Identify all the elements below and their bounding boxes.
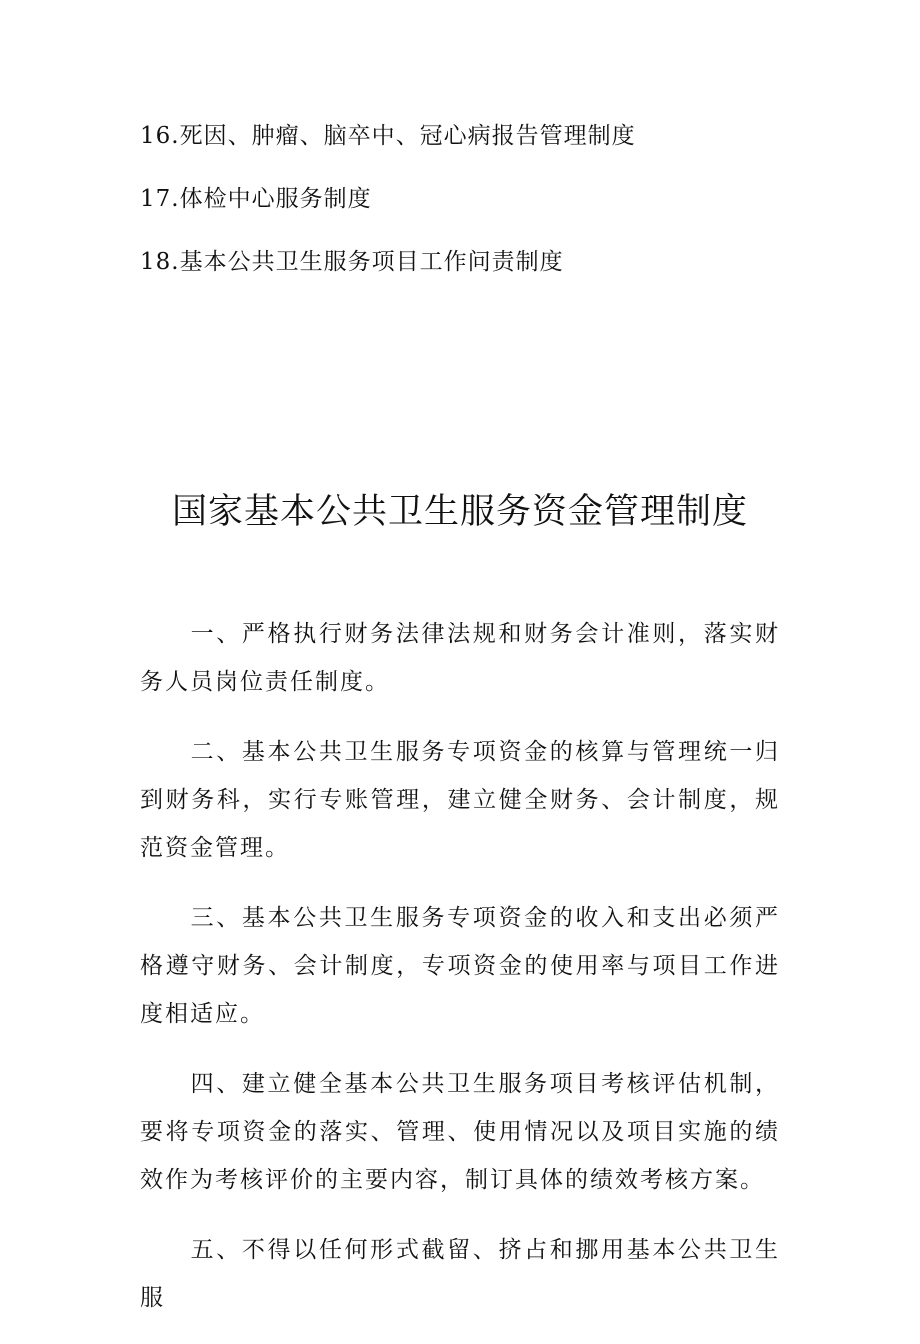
paragraph-3: 三、基本公共卫生服务专项资金的收入和支出必须严格遵守财务、会计制度，专项资金的使用率与项目工作进度相适应。: [140, 905, 780, 1027]
list-item: 17.体检中心服务制度: [140, 186, 372, 212]
document-body: [140, 610, 780, 1344]
paragraph-1: 一、严格执行财务法律法规和财务会计准则，落实财务人员岗位责任制度。: [140, 621, 780, 695]
list-item: 18.基本公共卫生服务项目工作问责制度: [140, 249, 564, 275]
document-title: 国家基本公共卫生服务资金管理制度: [171, 492, 748, 532]
list-item: 16.死因、肿瘤、脑卒中、冠心病报告管理制度: [140, 123, 636, 149]
paragraph-4: 四、建立健全基本公共卫生服务项目考核评估机制，要将专项资金的落实、管理、使用情况以及项目实施的绩效作为考核评价的主要内容，制订具体的绩效考核方案。: [140, 1071, 780, 1193]
paragraph-5: 五、不得以任何形式截留、挤占和挪用基本公共卫生服: [140, 1237, 780, 1311]
regulation-list: [140, 116, 820, 305]
paragraph-2: 二、基本公共卫生服务专项资金的核算与管理统一归到财务科，实行专账管理，建立健全财务、会计制度，规范资金管理。: [140, 739, 780, 861]
